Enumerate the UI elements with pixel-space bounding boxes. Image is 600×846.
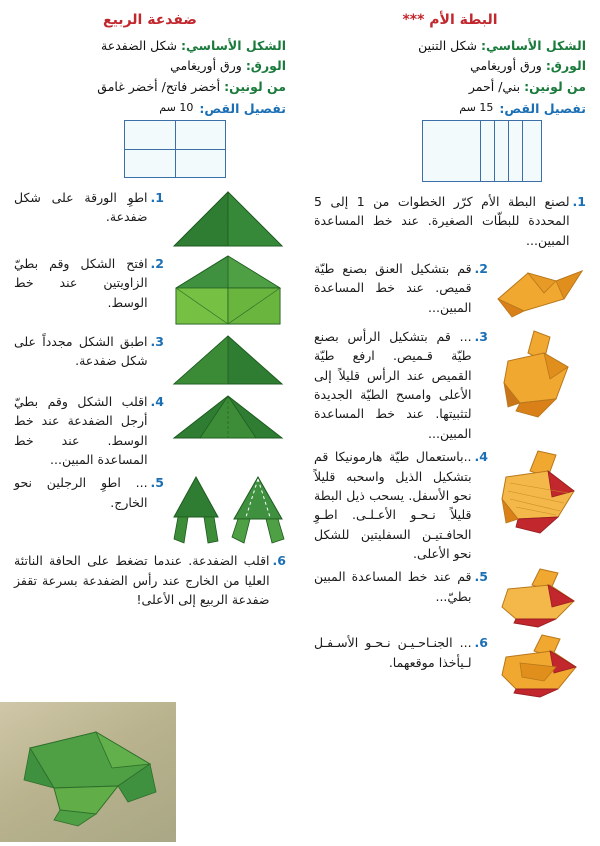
frog-figure-5	[170, 473, 286, 547]
step-text: اطبق الشكل مجدداً على شكل ضفدعة.	[14, 333, 148, 369]
step-item	[314, 447, 586, 563]
cut-detail-label: تفصيل القص:	[499, 100, 586, 116]
spec-value: شكل الضفدعة	[101, 38, 178, 53]
step-text: ..باستعمال طيّة هارمونيكا قم بتشكيل الذيل واسحبه قليلاً نحو الأسفل. يسحب ذيل البطة قليلاً نـحـو الأعـلـى. اطـوِ الحافـتيـن السفليتين للشكل نحو الأعلى.	[314, 449, 472, 561]
frog-illustration-icon	[170, 332, 286, 388]
cut-detail-size: 15 سم	[459, 100, 494, 114]
frog-figure-3	[170, 332, 286, 388]
step-text: افتح الشكل وقم بطيّ الزاويتين عند خط الوسط.	[14, 255, 148, 310]
page-title-left: ضفدعة الربيع	[103, 12, 197, 28]
step-number: 2.	[150, 255, 164, 271]
spec-value: ورق أوريغامي	[170, 58, 242, 74]
cut-detail-right	[314, 100, 586, 116]
step-number: 1.	[572, 193, 586, 209]
step-text: اطوِ الورقة على شكل ضفدعة.	[14, 189, 148, 225]
step-item	[14, 551, 286, 609]
step-item	[14, 188, 286, 250]
spec-row	[14, 77, 286, 97]
step-number: 6.	[272, 553, 286, 569]
specs-left	[14, 36, 286, 97]
spec-value: ورق أوريغامي	[470, 58, 542, 74]
frog-figure-4	[170, 392, 286, 442]
step-text: ... الجنـاحـيـن نـحـو الأسـفـل لـيأخذا موقعهما.	[314, 635, 472, 670]
spec-label: من لونين:	[224, 78, 286, 94]
duck-illustration-icon	[494, 259, 586, 323]
step-text: ... اطوِ الرجلين نحو الخارج.	[14, 475, 148, 510]
step-number: 5.	[474, 569, 488, 585]
cut-diagram-frog	[124, 120, 226, 178]
duck-figure-4	[494, 567, 586, 629]
cut-detail-size: 10 سم	[159, 100, 194, 114]
step-item	[14, 332, 286, 388]
spec-row	[314, 56, 586, 76]
step-number: 5.	[150, 475, 164, 491]
frog-illustration-icon	[170, 188, 286, 250]
spec-row	[314, 36, 586, 56]
duck-illustration-icon	[494, 633, 586, 699]
cut-detail-left	[14, 100, 286, 116]
frog-photo-illustration-icon	[0, 702, 176, 842]
step-item	[14, 473, 286, 547]
step-text: قم بتشكيل العنق بصنع طيّة قميص. عند خط المساعدة المبين...	[314, 260, 472, 315]
step-number: 3.	[150, 333, 164, 349]
duck-illustration-icon	[494, 327, 586, 423]
step-text: قم عند خط المساعدة المبين بطيّ...	[314, 569, 472, 604]
step-item	[14, 392, 286, 470]
spec-label: الورق:	[545, 58, 586, 74]
duck-figure-5	[494, 633, 586, 699]
step-item	[314, 327, 586, 443]
frog-illustration-icon	[170, 392, 286, 442]
spec-label: الورق:	[245, 58, 286, 74]
spec-label: الشكل الأساسي:	[181, 38, 286, 53]
spec-label: الشكل الأساسي:	[481, 38, 586, 53]
duck-figure-2	[494, 327, 586, 423]
step-item	[14, 254, 286, 328]
spec-value: أخضر فاتح/ أخضر غامق	[97, 78, 221, 94]
duck-figure-1	[494, 259, 586, 323]
step-item	[314, 567, 586, 629]
step-text: اقلب الضفدعة. عندما تضغط على الحافة الناتئة العليا من الخارج عند رأس الضفدعة بسرعة تقفز ضفدعة الربيع إلى الأعلى!	[14, 553, 270, 607]
duck-figure-3	[494, 447, 586, 539]
frog-illustration-icon	[170, 473, 286, 547]
step-text: اقلب الشكل وقم بطيّ أرجل الضفدعة عند خط الوسط. عند خط المساعدة المبين...	[14, 393, 148, 467]
step-number: 4.	[474, 449, 488, 465]
step-number: 2.	[474, 260, 488, 276]
spec-row	[14, 56, 286, 76]
cut-detail-label: تفصيل القص:	[199, 100, 286, 116]
step-item	[314, 633, 586, 699]
finished-frog-photo	[0, 702, 176, 842]
cut-diagram-duck	[422, 120, 542, 182]
page-title-right: البطة الأم ***	[402, 12, 498, 28]
step-number: 1.	[150, 189, 164, 205]
step-item	[314, 259, 586, 323]
frog-figure-2	[170, 254, 286, 328]
step-number: 4.	[150, 393, 164, 409]
spec-label: من لونين:	[524, 78, 586, 94]
step-item	[314, 192, 586, 250]
duck-illustration-icon	[494, 447, 586, 539]
step-number: 3.	[474, 328, 488, 344]
step-text: ... قم بتشكيل الرأس بصنع طيّة قـميص. ارفع طيّة القميص عند الرأس قليلاً إلى الأعلى وامسح الطيّة الجديدة لتثبيتها. عند خط المساعدة المبين...	[314, 328, 472, 441]
frog-illustration-icon	[170, 254, 286, 328]
spec-row	[14, 36, 286, 56]
spec-value: شكل التنين	[418, 38, 478, 53]
steps-left	[14, 188, 286, 610]
spec-row	[314, 77, 586, 97]
frog-figure-1	[170, 188, 286, 250]
step-text: لصنع البطة الأم كرّر الخطوات من 1 إلى 5 المحددة للبطّات الصغيرة. عند خط المساعدة المبين...	[314, 193, 570, 248]
spec-value: بني/ أحمر	[468, 78, 521, 94]
specs-right	[314, 36, 586, 97]
step-number: 6.	[474, 635, 488, 651]
column-mother-duck	[300, 0, 600, 842]
steps-right	[314, 192, 586, 700]
duck-illustration-icon	[494, 567, 586, 629]
column-spring-frog	[0, 0, 300, 842]
